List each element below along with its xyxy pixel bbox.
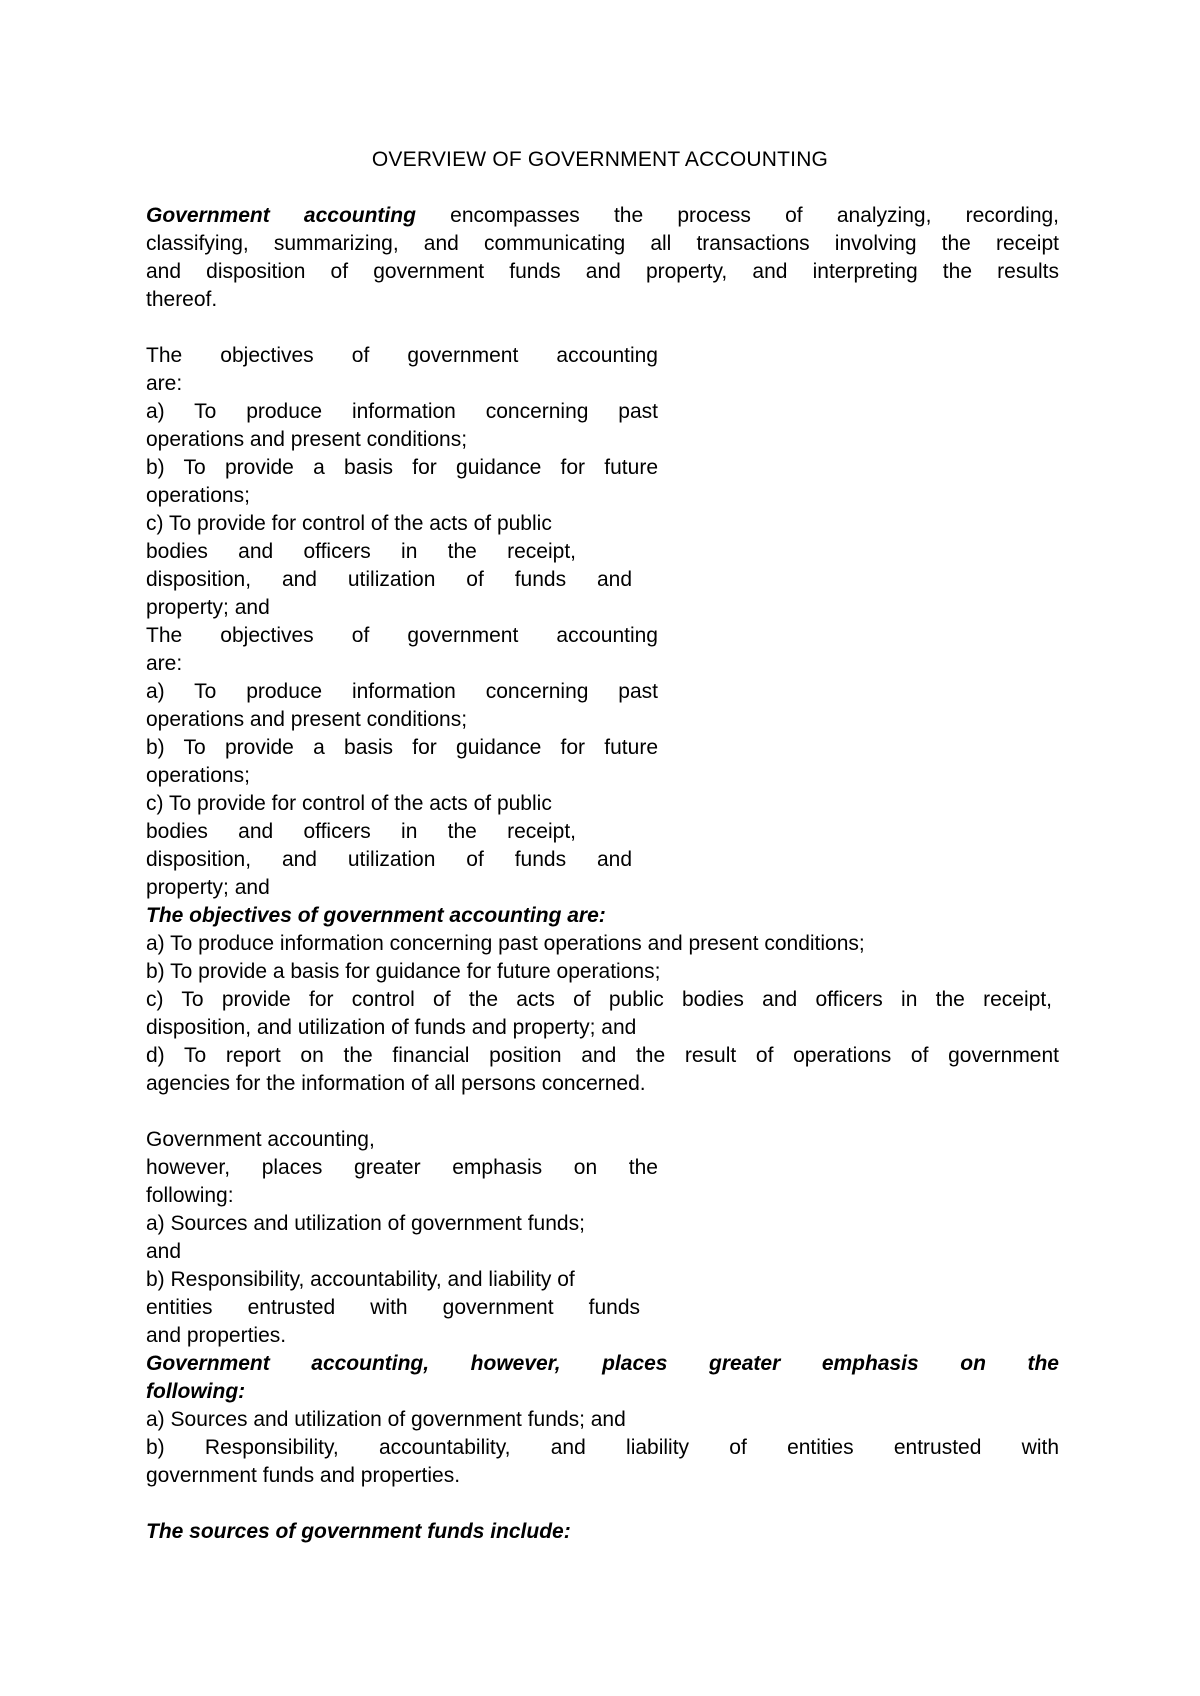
objectives-narrow-line: a) To produce information concerning past xyxy=(146,400,658,423)
sources-heading: The sources of government funds include: xyxy=(146,1520,571,1543)
objectives-narrow-line: are: xyxy=(146,652,183,675)
emphasis-heading-line-2: following: xyxy=(146,1380,246,1403)
objectives-narrow-line: The objectives of government accounting xyxy=(146,344,658,367)
intro-term: Government accounting xyxy=(146,204,416,227)
objectives-narrow-line: operations; xyxy=(146,484,250,507)
objectives-heading xyxy=(146,902,1059,930)
emphasis-narrow-line: and properties. xyxy=(146,1324,287,1347)
emphasis-narrow-line: and xyxy=(146,1240,182,1263)
objectives-full-line: b) To provide a basis for guidance for future operations; xyxy=(146,960,661,983)
objectives-narrow-line: operations and present conditions; xyxy=(146,428,468,451)
objectives-narrow-line: disposition, and utilization of funds and xyxy=(146,848,632,871)
emphasis-narrow-line: a) Sources and utilization of government funds; xyxy=(146,1212,585,1235)
page-title: OVERVIEW OF GOVERNMENT ACCOUNTING xyxy=(371,148,829,171)
objectives-narrow-line: property; and xyxy=(146,876,270,899)
emphasis-narrow-block xyxy=(146,1126,658,1350)
objectives-full-block xyxy=(146,902,1059,1098)
objectives-full-line: c) To provide for control of the acts of public bodies and officers in the receipt, xyxy=(146,988,1052,1011)
intro-line-4: thereof. xyxy=(146,288,218,311)
objectives-narrow-line: b) To provide a basis for guidance for future xyxy=(146,456,658,479)
objectives-full-line: d) To report on the financial position and the result of operations of government xyxy=(146,1044,1059,1067)
emphasis-narrow-line: following: xyxy=(146,1184,234,1207)
emphasis-full-line: government funds and properties. xyxy=(146,1464,461,1487)
objectives-narrow-line: The objectives of government accounting xyxy=(146,624,658,647)
emphasis-narrow-line: entities entrusted with government funds xyxy=(146,1296,640,1319)
objectives-narrow-line: b) To provide a basis for guidance for future xyxy=(146,736,658,759)
sources-block xyxy=(146,1518,571,1546)
objectives-narrow-line: a) To produce information concerning past xyxy=(146,680,658,703)
objectives-full-line: agencies for the information of all persons concerned. xyxy=(146,1072,646,1095)
emphasis-narrow-line: b) Responsibility, accountability, and liability of xyxy=(146,1268,575,1291)
objectives-narrow-line: operations; xyxy=(146,764,250,787)
emphasis-full-line: b) Responsibility, accountability, and liability of entities entrusted with xyxy=(146,1436,1059,1459)
intro-paragraph xyxy=(146,202,1059,314)
objectives-narrow-line: c) To provide for control of the acts of public xyxy=(146,792,552,815)
objectives-heading-text: The objectives of government accounting are: xyxy=(146,904,606,927)
intro-line-2: classifying, summarizing, and communicating all transactions involving the receipt xyxy=(146,232,1059,255)
objectives-narrow-line: bodies and officers in the receipt, xyxy=(146,820,576,843)
objectives-narrow-line: bodies and officers in the receipt, xyxy=(146,540,576,563)
intro-line-1-rest: encompasses the process of analyzing, recording, xyxy=(450,204,1060,227)
objectives-narrow-line: operations and present conditions; xyxy=(146,708,468,731)
objectives-narrow-block-1 xyxy=(146,342,658,622)
intro-line-3: and disposition of government funds and property, and interpreting the results xyxy=(146,260,1059,283)
emphasis-narrow-line: Government accounting, xyxy=(146,1128,375,1151)
intro-line-1 xyxy=(146,202,1059,230)
objectives-full-line: disposition, and utilization of funds and property; and xyxy=(146,1016,637,1039)
emphasis-heading-line-1: Government accounting, however, places greater emphasis on the xyxy=(146,1352,1059,1375)
emphasis-narrow-line: however, places greater emphasis on the xyxy=(146,1156,658,1179)
objectives-full-line: a) To produce information concerning past operations and present conditions; xyxy=(146,932,865,955)
emphasis-full-line: a) Sources and utilization of government funds; and xyxy=(146,1408,626,1431)
objectives-narrow-line: are: xyxy=(146,372,183,395)
objectives-narrow-block-2 xyxy=(146,622,658,902)
objectives-narrow-line: c) To provide for control of the acts of public xyxy=(146,512,552,535)
objectives-narrow-line: disposition, and utilization of funds and xyxy=(146,568,632,591)
objectives-narrow-line: property; and xyxy=(146,596,270,619)
emphasis-full-block xyxy=(146,1350,1059,1490)
